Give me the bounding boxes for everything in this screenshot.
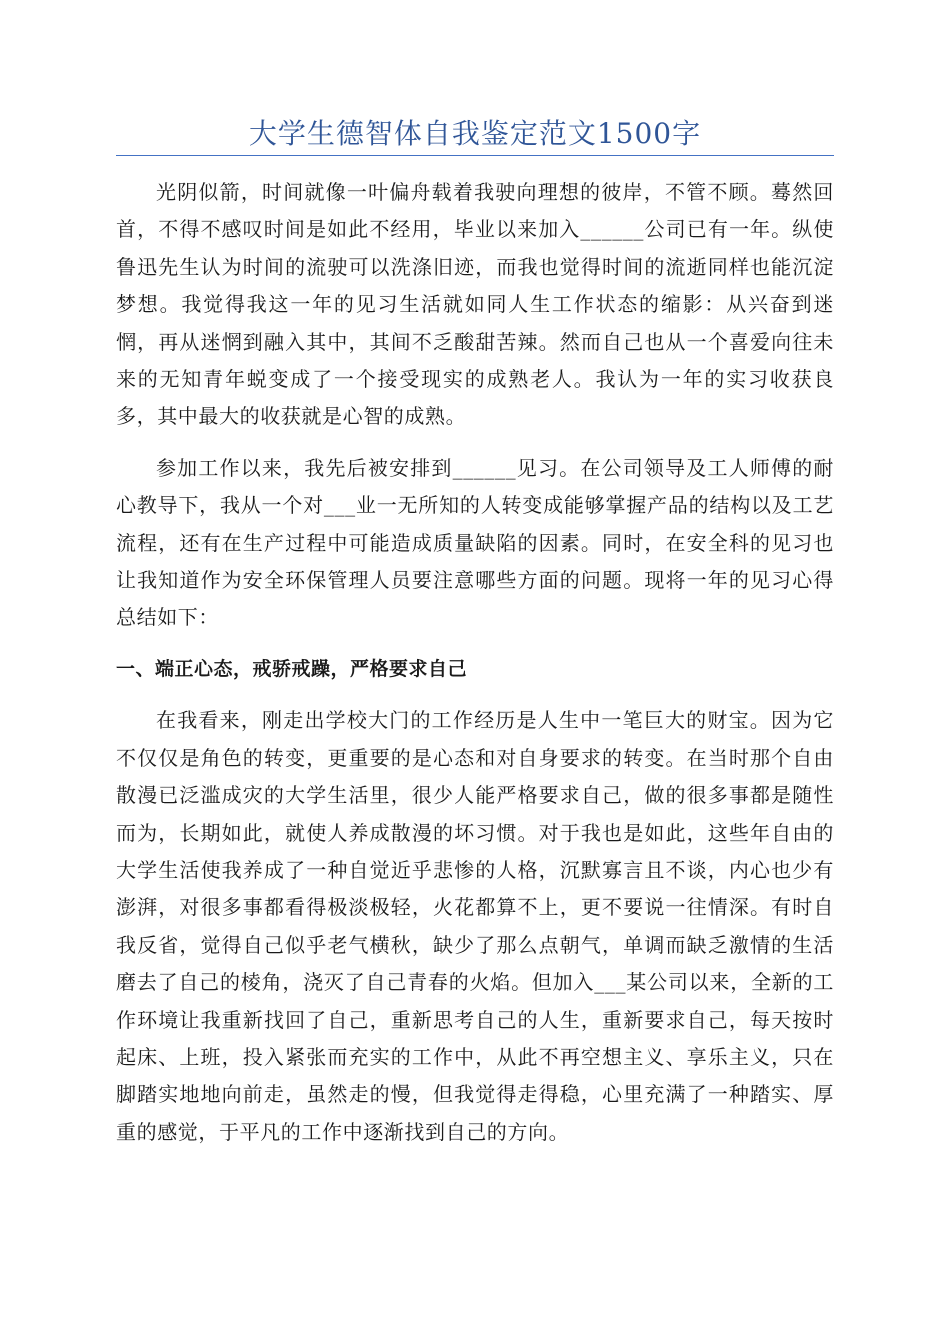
paragraph-intro: 光阴似箭，时间就像一叶偏舟载着我驶向理想的彼岸，不管不顾。蓦然回首，不得不感叹时间是如此不经用，毕业以来加入______公司已有一年。纵使鲁迅先生认为时间的流驶可以洗涤旧迹，而我也觉得时间的流逝同样也能沉淀梦想。我觉得我这一年的见习生活就如同人生工作状态的缩影：从兴奋到迷惘，再从迷惘到融入其中，其间不乏酸甜苦辣。然而自己也从一个喜爱向往未来的无知青年蜕变成了一个接受现实的成熟老人。我认为一年的实习收获良多，其中最大的收获就是心智的成熟。 (116, 180, 834, 429)
document-body (116, 174, 834, 1165)
title-underline (116, 155, 834, 156)
section-1-paragraph: 在我看来，刚走出学校大门的工作经历是人生中一笔巨大的财宝。因为它不仅仅是角色的转变，更重要的是心态和对自身要求的转变。在当时那个自由散漫已泛滥成灾的大学生活里，很少人能严格要求自己，做的很多事都是随性而为，长期如此，就使人养成散漫的坏习惯。对于我也是如此，这些年自由的大学生活使我养成了一种自觉近乎悲惨的人格，沉默寡言且不谈，内心也少有澎湃，对很多事都看得极淡极轻，火花都算不上，更不要说一往情深。有时自我反省，觉得自己似乎老气横秋，缺少了那么点朝气，单调而缺乏激情的生活磨去了自己的棱角，浇灭了自己青春的火焰。但加入___某公司以来，全新的工作环境让我重新找回了自己，重新思考自己的人生，重新要求自己，每天按时起床、上班，投入紧张而充实的工作中，从此不再空想主义、享乐主义，只在脚踏实地地向前走，虽然走的慢，但我觉得走得稳，心里充满了一种踏实、厚重的感觉，于平凡的工作中逐渐找到自己的方向。 (116, 708, 834, 1144)
paragraph-work-overview: 参加工作以来，我先后被安排到______见习。在公司领导及工人师傅的耐心教导下，我从一个对___业一无所知的人转变成能够掌握产品的结构以及工艺流程，还有在生产过程中可能造成质量缺陷的因素。同时，在安全科的见习也让我知道作为安全环保管理人员要注意哪些方面的问题。现将一年的见习心得总结如下： (116, 455, 834, 630)
document-title: 大学生德智体自我鉴定范文1500字 (248, 117, 702, 150)
section-heading-1: 一、端正心态，戒骄戒躁，严格要求自己 (116, 657, 468, 680)
